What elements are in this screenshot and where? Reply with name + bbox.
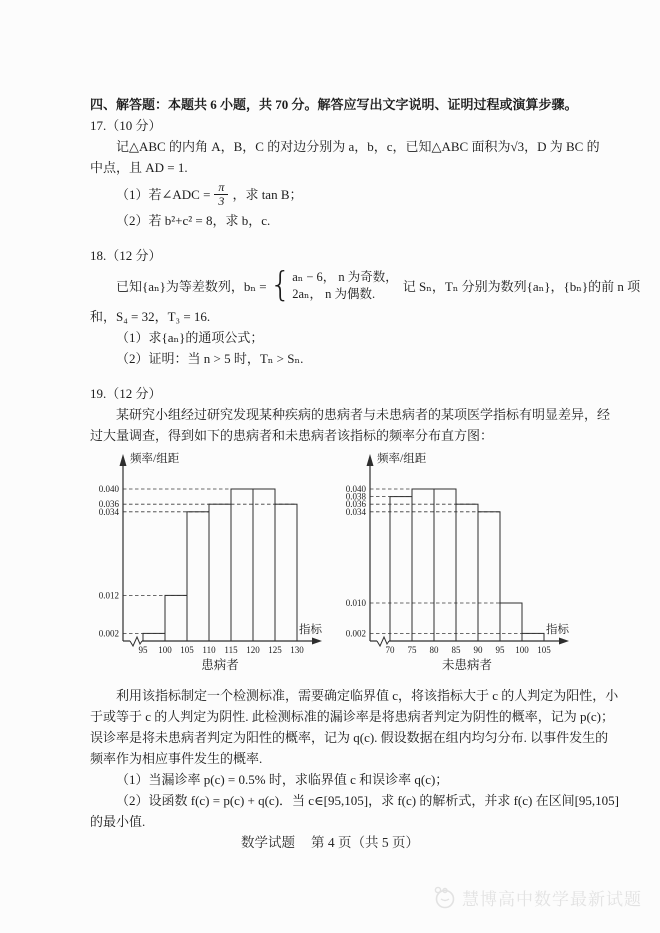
intro-text-pre: 已知{aₙ}为等差数列，bₙ =: [116, 278, 267, 294]
svg-text:0.034: 0.034: [98, 506, 119, 517]
svg-text:0.040: 0.040: [98, 484, 119, 494]
question-18-intro: [90, 265, 641, 306]
svg-text:85: 85: [451, 645, 461, 655]
question-17-number: 17.（10 分）: [90, 118, 162, 133]
svg-text:频率/组距: 频率/组距: [130, 453, 180, 465]
svg-text:105: 105: [537, 645, 551, 655]
svg-text:130: 130: [290, 645, 304, 655]
svg-text:0.036: 0.036: [98, 499, 119, 510]
svg-text:95: 95: [495, 645, 505, 655]
question-19-para2-line1: 利用该指标制定一个检测标准，需要确定临界值 c，将该指标大于 c 的人判定为阳性，小: [116, 688, 619, 703]
cases-brace: {: [269, 265, 292, 305]
svg-text:105: 105: [180, 645, 194, 655]
footer-page-number: 第 4 页（共 5 页）: [311, 835, 419, 850]
section-header: 四、解答题：本题共 6 小题，共 70 分。解答应写出文字说明、证明过程或演算步骤。: [90, 97, 578, 112]
svg-text:指标: 指标: [546, 624, 569, 636]
svg-text:115: 115: [224, 645, 238, 655]
svg-text:0.002: 0.002: [98, 628, 119, 639]
svg-text:0.036: 0.036: [345, 499, 366, 510]
part1-text-pre: （1）若∠ADC =: [116, 186, 211, 202]
question-19-intro-line2: 过大量调查，得到如下的患病者和未患病者该指标的频率分布直方图：: [90, 428, 494, 443]
intro-text-post: 记 Sₙ，Tₙ 分别为数列{aₙ}，{bₙ}的前 n 项: [402, 278, 641, 294]
svg-text:120: 120: [246, 645, 260, 655]
question-17-line1: 记△ABC 的内角 A，B，C 的对边分别为 a，b，c，已知△ABC 面积为√3，D 为 BC 的: [116, 139, 600, 154]
svg-text:未患病者: 未患病者: [441, 658, 493, 672]
svg-text:0.034: 0.034: [345, 506, 366, 517]
pi-over-3-fraction: [214, 181, 228, 208]
question-18-line2: 和，S₄ = 32，T₃ = 16.: [90, 309, 211, 324]
svg-text:90: 90: [473, 645, 483, 655]
question-19-para2-line4: 频率作为相应事件发生的概率.: [90, 751, 263, 766]
question-19-part2-line2: 的最小值.: [90, 814, 146, 829]
svg-text:0.010: 0.010: [345, 598, 366, 608]
question-19-intro-line1: 某研究小组经过研究发现某种疾病的患病者与未患病者的某项医学指标有明显差异，经: [116, 407, 611, 422]
svg-text:患病者: 患病者: [201, 658, 239, 672]
svg-text:0.040: 0.040: [345, 484, 366, 494]
piecewise-cases: [292, 269, 398, 303]
part1-text-post: ，求 tan B；: [232, 186, 303, 202]
question-18-number: 18.（12 分）: [90, 248, 162, 263]
question-19-number: 19.（12 分）: [90, 386, 162, 401]
question-18-part2: （2）证明：当 n > 5 时，Tₙ > Sₙ.: [116, 351, 304, 366]
histograms-row: [86, 449, 582, 681]
case-row-odd: aₙ − 6， n 为奇数，: [292, 270, 398, 284]
non-patients-histogram-figure: [333, 449, 578, 681]
svg-text:频率/组距: 频率/组距: [377, 453, 427, 465]
svg-text:100: 100: [158, 645, 172, 655]
question-18: [90, 245, 641, 369]
svg-text:95: 95: [138, 645, 148, 655]
watermark-logo-icon: [431, 884, 457, 910]
svg-text:80: 80: [429, 645, 439, 655]
page-footer: [0, 831, 660, 851]
question-17-line2: 中点，且 AD = 1.: [90, 160, 188, 175]
svg-text:100: 100: [515, 645, 529, 655]
svg-text:110: 110: [202, 645, 216, 655]
question-19-para2-line2: 于或等于 c 的人判定为阴性. 此检测标准的漏诊率是将患病者判定为阴性的概率，记为 p(c)；: [90, 709, 614, 724]
fraction-denominator: 3: [218, 193, 225, 208]
svg-text:75: 75: [407, 645, 417, 655]
patients-histogram-figure: [86, 449, 331, 681]
question-19: [90, 383, 620, 832]
case-row-even: 2aₙ， n 为偶数.: [292, 287, 376, 301]
question-18-part1: （1）求{aₙ}的通项公式；: [116, 330, 264, 345]
fraction-numerator: π: [214, 181, 228, 195]
question-17-part1: [90, 178, 582, 210]
svg-text:0.012: 0.012: [98, 590, 119, 601]
svg-text:0.038: 0.038: [345, 491, 366, 502]
question-17-part2: （2）若 b²+c² = 8，求 b，c.: [116, 213, 271, 228]
watermark: [431, 884, 642, 910]
footer-doc-title: 数学试题: [241, 835, 295, 850]
question-19-part2-line1: （2）设函数 f(c) = p(c) + q(c)．当 c∈[95,105]，求 f(c) 的解析式，并求 f(c) 在区间[95,105]: [116, 793, 620, 808]
question-17: [90, 115, 600, 231]
svg-text:70: 70: [385, 645, 395, 655]
svg-text:指标: 指标: [299, 624, 322, 636]
question-19-part1: （1）当漏诊率 p(c) = 0.5% 时，求临界值 c 和误诊率 q(c)；: [116, 772, 449, 787]
svg-text:125: 125: [268, 645, 282, 655]
question-19-para2-line3: 误诊率是将未患病者判定为阳性的概率，记为 q(c). 假设数据在组内均匀分布. 以事件发生的: [90, 730, 609, 745]
watermark-text: 慧博高中数学最新试题: [462, 889, 642, 909]
svg-text:0.002: 0.002: [345, 628, 366, 639]
exam-content: [90, 94, 641, 832]
